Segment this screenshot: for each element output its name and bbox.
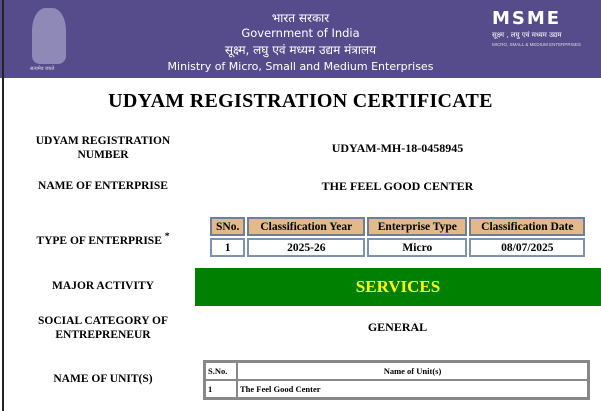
emblem-caption: सत्यमेव जयते xyxy=(30,66,55,72)
hindi-gov: भारत सरकार xyxy=(271,11,330,25)
social-category-value: GENERAL xyxy=(367,320,428,334)
enterprise-name-value: THE FEEL GOOD CENTER xyxy=(321,179,474,193)
cell-year: 2025-26 xyxy=(247,238,365,257)
header-enterprise-type: Enterprise Type xyxy=(367,217,467,236)
classification-header-row xyxy=(210,217,585,236)
classification-table xyxy=(208,215,587,259)
enterprise-type-label-text: TYPE OF ENTERPRISE xyxy=(36,234,162,247)
major-activity-value: SERVICES xyxy=(195,268,601,306)
header-unit-name: Name of Unit(s) xyxy=(237,362,588,380)
msme-logo-hindi: सूक्ष्म , लघु एवं मध्यम उद्यम xyxy=(492,31,562,39)
msme-logo: MSME xyxy=(492,8,562,29)
ministry-name: Ministry of Micro, Small and Medium Enterprises xyxy=(167,60,434,73)
units-table xyxy=(203,360,590,400)
cell-sno: 1 xyxy=(205,380,237,398)
government-header-banner xyxy=(0,0,601,78)
reg-number-value: UDYAM-MH-18-0458945 xyxy=(331,141,464,155)
header-classification-date: Classification Date xyxy=(469,217,585,236)
msme-logo-english: MICRO, SMALL & MEDIUM ENTERPRISES xyxy=(492,42,581,47)
certificate-title: UDYAM REGISTRATION CERTIFICATE xyxy=(108,90,493,112)
cell-date: 08/07/2025 xyxy=(469,238,585,257)
header-sno: S.No. xyxy=(205,362,237,380)
page-border xyxy=(2,0,4,411)
required-star: * xyxy=(164,231,170,242)
units-header-row xyxy=(205,362,588,380)
cell-type: Micro xyxy=(367,238,467,257)
reg-number-label: UDYAM REGISTRATION NUMBER xyxy=(35,135,171,161)
hindi-ministry: सूक्ष्म, लघु एवं मध्यम उद्यम मंत्रालय xyxy=(224,43,377,57)
major-activity-label: MAJOR ACTIVITY xyxy=(52,280,154,292)
header-sno: SNo. xyxy=(210,217,245,236)
cell-unit-name: The Feel Good Center xyxy=(237,380,588,398)
enterprise-type-label xyxy=(18,230,188,248)
table-row xyxy=(210,238,585,257)
social-category-label: SOCIAL CATEGORY OF ENTREPRENEUR xyxy=(38,315,168,341)
header-classification-year: Classification Year xyxy=(247,217,365,236)
gov-of-india: Government of India xyxy=(241,26,360,40)
enterprise-name-label: NAME OF ENTERPRISE xyxy=(38,180,168,192)
cell-sno: 1 xyxy=(210,238,245,257)
units-label: NAME OF UNIT(S) xyxy=(53,373,153,385)
table-row xyxy=(205,380,588,398)
